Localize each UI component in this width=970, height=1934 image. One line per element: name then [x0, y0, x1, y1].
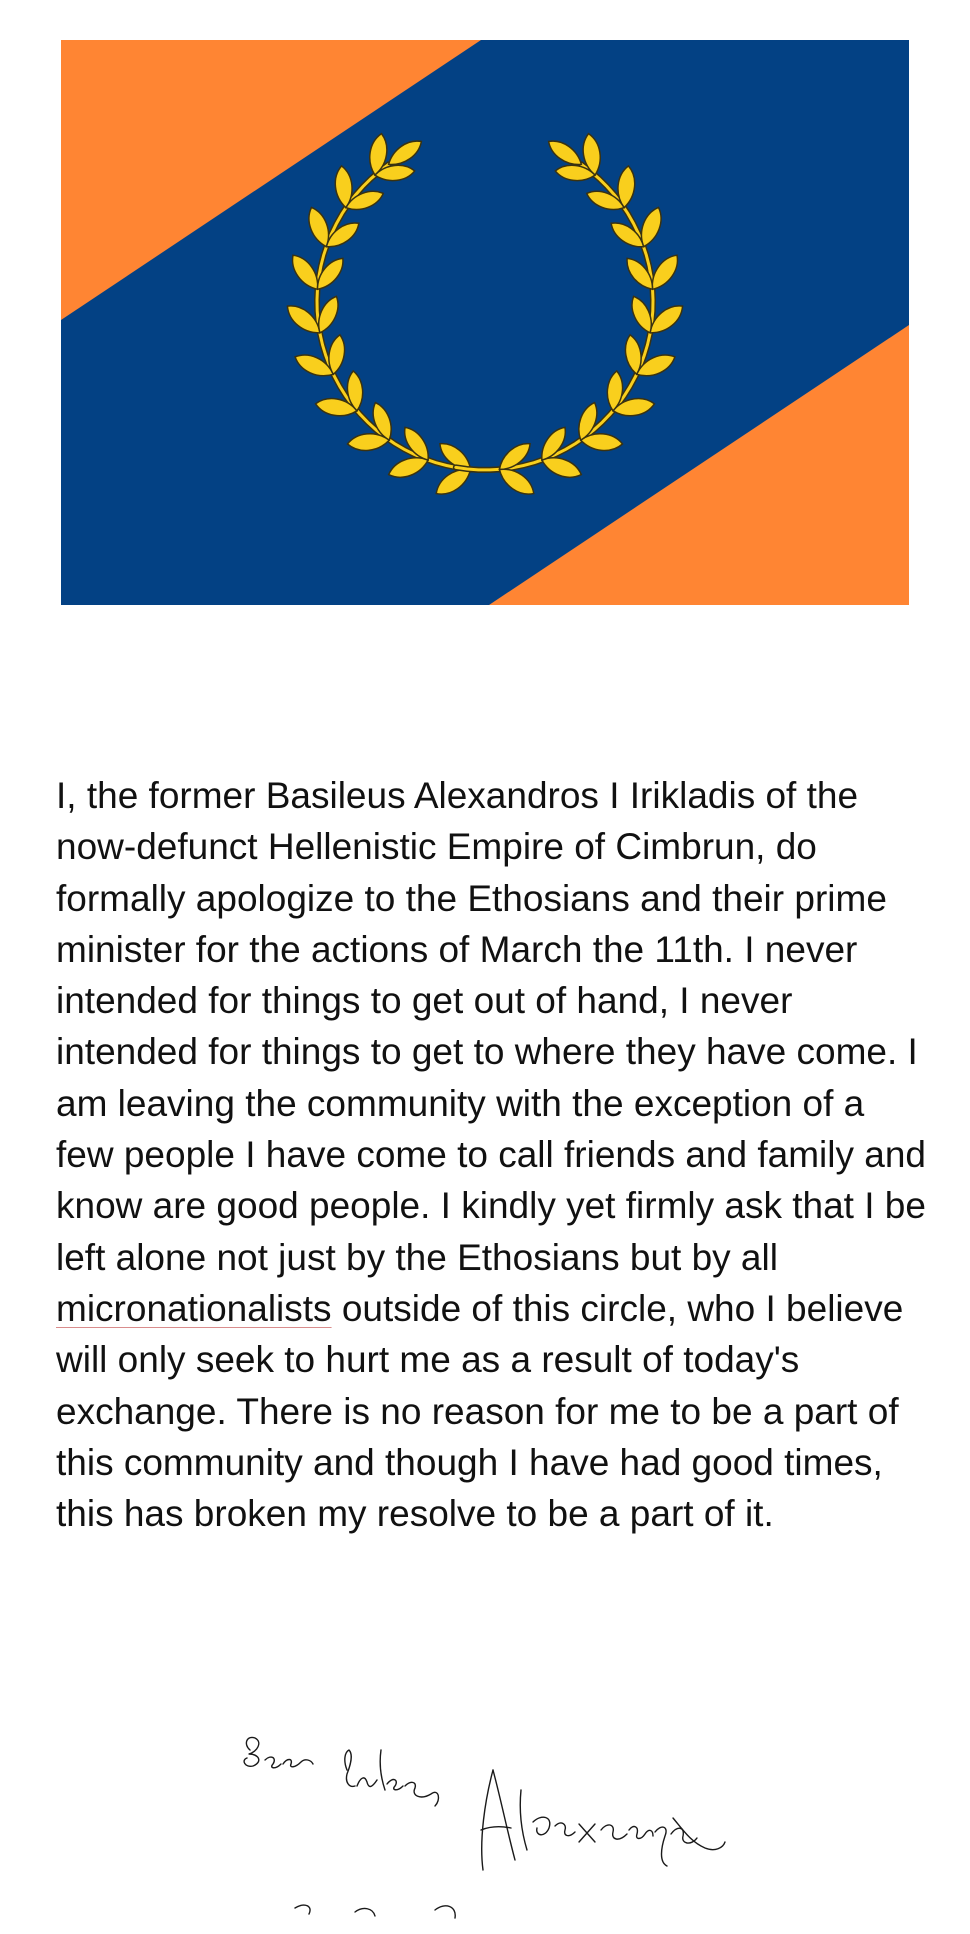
- statement-text: [56, 770, 926, 1539]
- statement-marked-word: micronationalists: [56, 1287, 332, 1329]
- handwritten-signature: [235, 1730, 755, 1934]
- statement-text-part-1: I, the former Basileus Alexandros I Irikladis of the now-defunct Hellenistic Empire of Cimbrun, do formally apologize to the Ethosians and their prime minister for the actions of March the 11th. I never intended for things to get out of hand, I never intended for things to get to where they have come. I am leaving the community with the exception of a few people I have come to call friends and family and know are good people. I kindly yet firmly ask that I be left alone not just by the Ethosians but by all: [56, 775, 926, 1278]
- flag-image: [61, 40, 909, 605]
- statement-text-part-2: outside of this circle, who I believe will only seek to hurt me as a result of today's exchange. There is no reason for me to be a part of this community and though I have had good times, this has broken my resolve to be a part of it.: [56, 1287, 904, 1535]
- flag-graphic: [61, 40, 909, 605]
- signature: [235, 1730, 755, 1934]
